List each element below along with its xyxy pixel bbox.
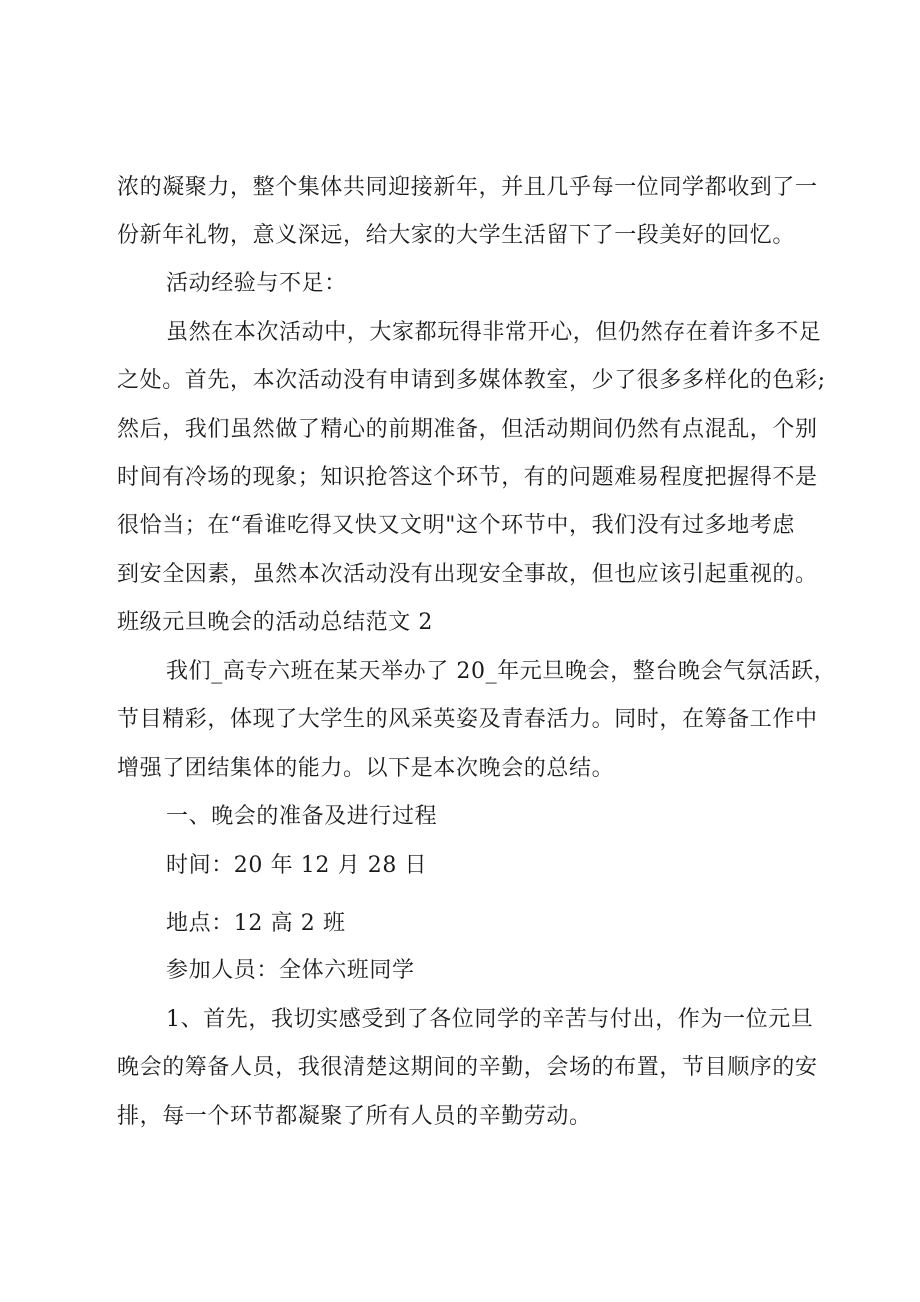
paragraph-line: 虽然在本次活动中，大家都玩得非常开心，但仍然存在着许多不足 <box>166 320 822 345</box>
info-time: 时间：20 年 12 月 28 日 <box>166 853 428 878</box>
paragraph-line: 很恰当；在“看谁吃得又快又文明"这个环节中，我们没有过多地考虑 <box>117 513 795 538</box>
paragraph-line: 浓的凝聚力，整个集体共同迎接新年，并且几乎每一位同学都收到了一 <box>117 175 818 200</box>
info-participants: 参加人员：全体六班同学 <box>166 958 415 983</box>
paragraph-line: 我们_高专六班在某天举办了 20_年元旦晚会，整台晚会气氛活跃， <box>166 659 837 684</box>
paragraph-line: 增强了团结集体的能力。以下是本次晚会的总结。 <box>117 756 615 781</box>
paragraph-line: 份新年礼物，意义深远，给大家的大学生活留下了一段美好的回忆。 <box>117 223 796 248</box>
paragraph-line: 排，每一个环节都凝聚了所有人员的辛勤劳动。 <box>117 1104 592 1129</box>
document-title: 班级元旦晚会的活动总结范文 2 <box>117 610 433 635</box>
paragraph-line: 节目精彩，体现了大学生的风采英姿及青春活力。同时，在筹备工作中 <box>117 707 818 732</box>
paragraph-line: 1、首先，我切实感受到了各位同学的辛苦与付出，作为一位元旦 <box>166 1007 814 1032</box>
paragraph-line: 然后，我们虽然做了精心的前期准备，但活动期间仍然有点混乱，个别 <box>117 417 818 442</box>
paragraph-line: 时间有冷场的现象；知识抢答这个环节，有的问题难易程度把握得不是 <box>117 465 818 490</box>
section-heading: 一、晚会的准备及进行过程 <box>166 804 438 829</box>
paragraph-line: 晚会的筹备人员，我很清楚这期间的辛勤，会场的布置，节目顺序的安 <box>117 1055 818 1080</box>
paragraph-line: 之处。首先，本次活动没有申请到多媒体教室，少了很多多样化的色彩; <box>117 368 826 393</box>
section-heading: 活动经验与不足： <box>166 271 347 296</box>
paragraph-line: 到安全因素，虽然本次活动没有出现安全事故，但也应该引起重视的。 <box>117 562 818 587</box>
info-location: 地点：12 高 2 班 <box>166 911 346 936</box>
